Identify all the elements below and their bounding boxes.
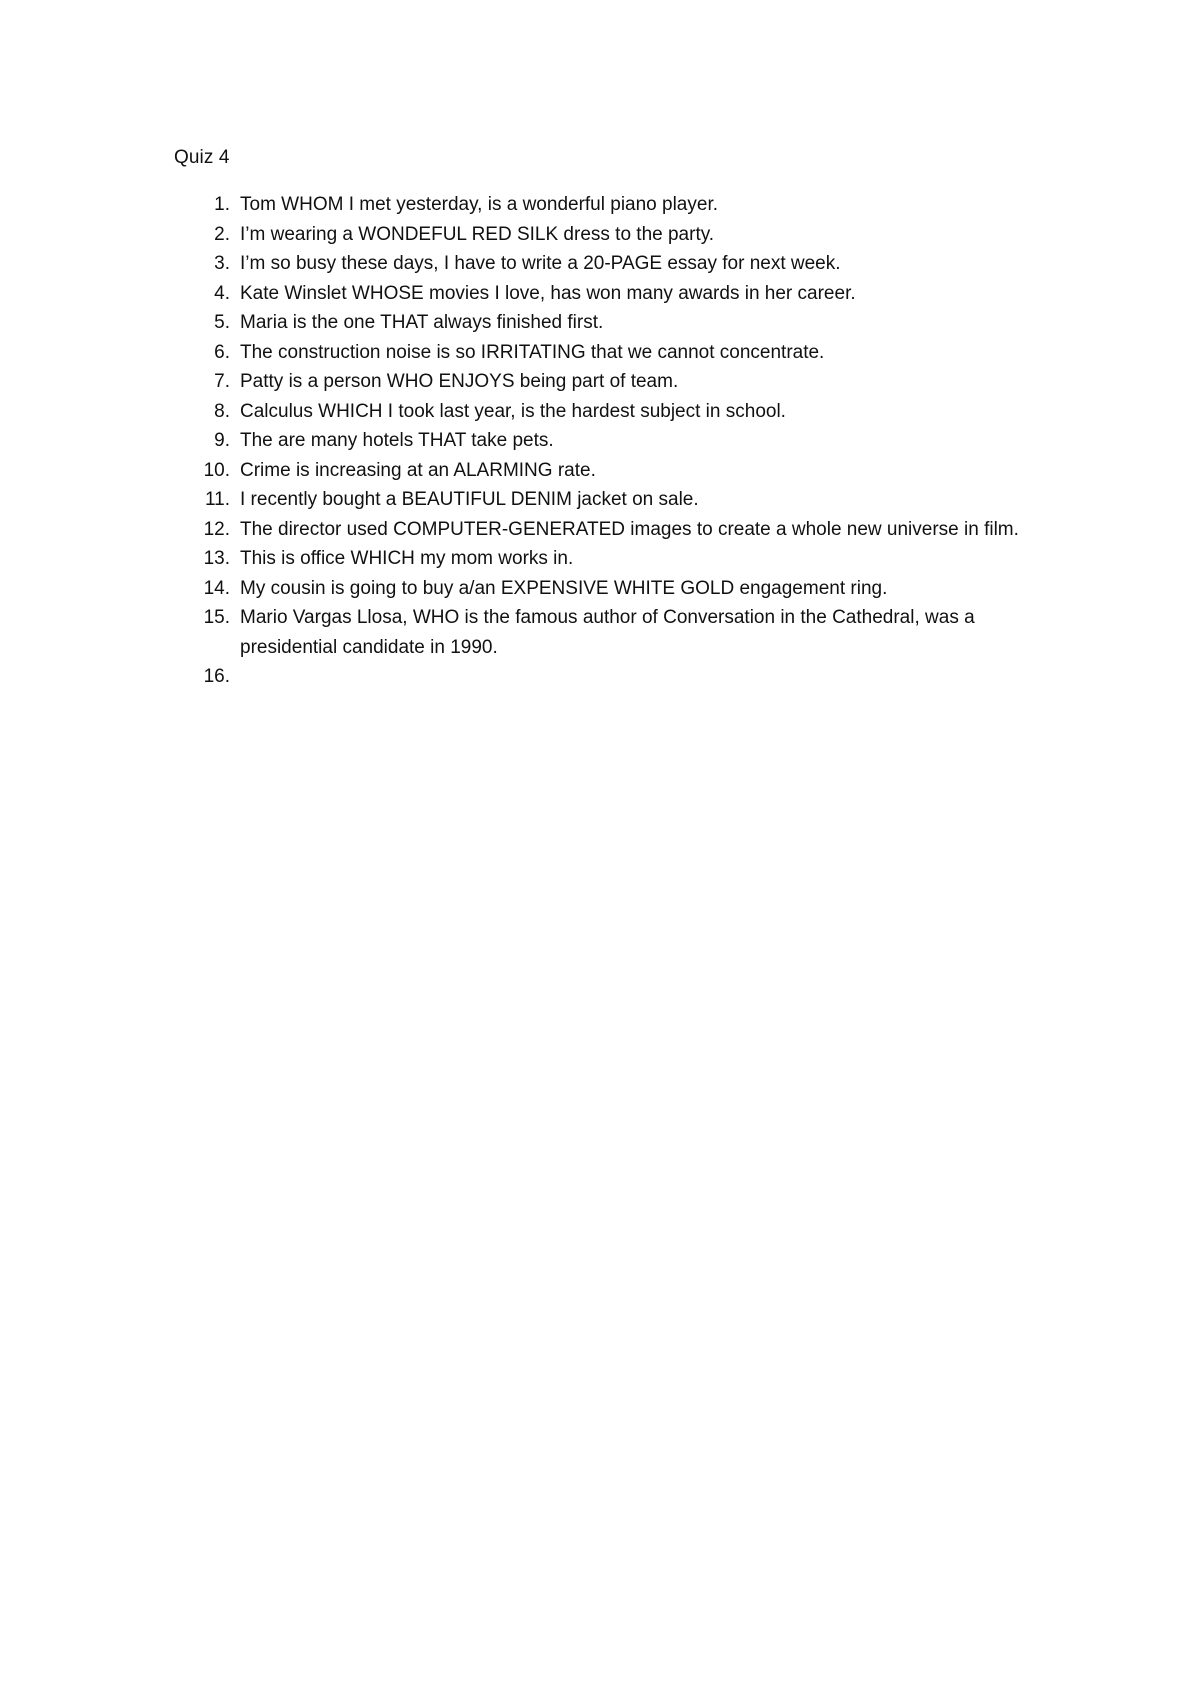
list-item <box>174 397 1054 427</box>
item-text: Mario Vargas Llosa, WHO is the famous author of Conversation in the Cathedral, was a presidential candidate in 1990. <box>240 607 975 658</box>
list-item <box>174 515 1054 545</box>
item-number: 10. <box>203 459 230 481</box>
item-text: I’m so busy these days, I have to write a 20-PAGE essay for next week. <box>240 253 841 274</box>
item-text: Kate Winslet WHOSE movies I love, has won many awards in her career. <box>240 282 856 304</box>
list-item <box>174 456 1054 486</box>
item-number: 14. <box>203 577 230 599</box>
list-item <box>174 220 1054 250</box>
item-text: I’m wearing a WONDEFUL RED SILK dress to the party. <box>240 223 715 245</box>
item-number: 12. <box>203 518 230 540</box>
item-text: This is office WHICH my mom works in. <box>240 548 574 569</box>
item-number: 13. <box>203 548 230 569</box>
item-text: Crime is increasing at an ALARMING rate. <box>240 459 596 481</box>
item-text: I recently bought a BEAUTIFUL DENIM jacket on sale. <box>240 489 699 510</box>
list-item <box>174 279 1054 309</box>
page-title: Quiz 4 <box>174 147 230 168</box>
item-number: 15. <box>203 607 230 628</box>
list-item <box>174 485 1054 515</box>
list-item <box>174 338 1054 368</box>
item-text: Tom WHOM I met yesterday, is a wonderful piano player. <box>240 194 718 215</box>
item-number: 11. <box>204 489 230 510</box>
item-text: The director used COMPUTER-GENERATED images to create a whole new universe in film. <box>240 518 1019 540</box>
list-item <box>174 426 1054 456</box>
item-number: 9. <box>214 430 230 451</box>
list-item <box>174 662 1054 692</box>
item-text: My cousin is going to buy a/an EXPENSIVE WHITE GOLD engagement ring. <box>240 577 888 599</box>
list-item <box>174 544 1054 574</box>
list-item <box>174 574 1054 604</box>
item-number: 3. <box>214 253 230 274</box>
item-number: 1. <box>214 194 230 215</box>
list-item <box>174 603 1054 662</box>
item-number: 5. <box>214 312 230 333</box>
item-text: The construction noise is so IRRITATING that we cannot concentrate. <box>240 341 825 363</box>
item-text: Patty is a person WHO ENJOYS being part of team. <box>240 371 679 392</box>
item-text: Calculus WHICH I took last year, is the hardest subject in school. <box>240 400 786 422</box>
item-number: 6. <box>214 341 230 363</box>
item-number: 4. <box>214 282 230 304</box>
item-number: 16. <box>203 666 230 687</box>
list-item <box>174 367 1054 397</box>
item-number: 7. <box>214 371 230 392</box>
item-text: Maria is the one THAT always finished first. <box>240 312 604 333</box>
list-item <box>174 308 1054 338</box>
quiz-list <box>174 190 1054 692</box>
item-number: 8. <box>214 400 230 422</box>
item-text: The are many hotels THAT take pets. <box>240 430 554 451</box>
item-number: 2. <box>214 223 230 245</box>
list-item <box>174 190 1054 220</box>
list-item <box>174 249 1054 279</box>
